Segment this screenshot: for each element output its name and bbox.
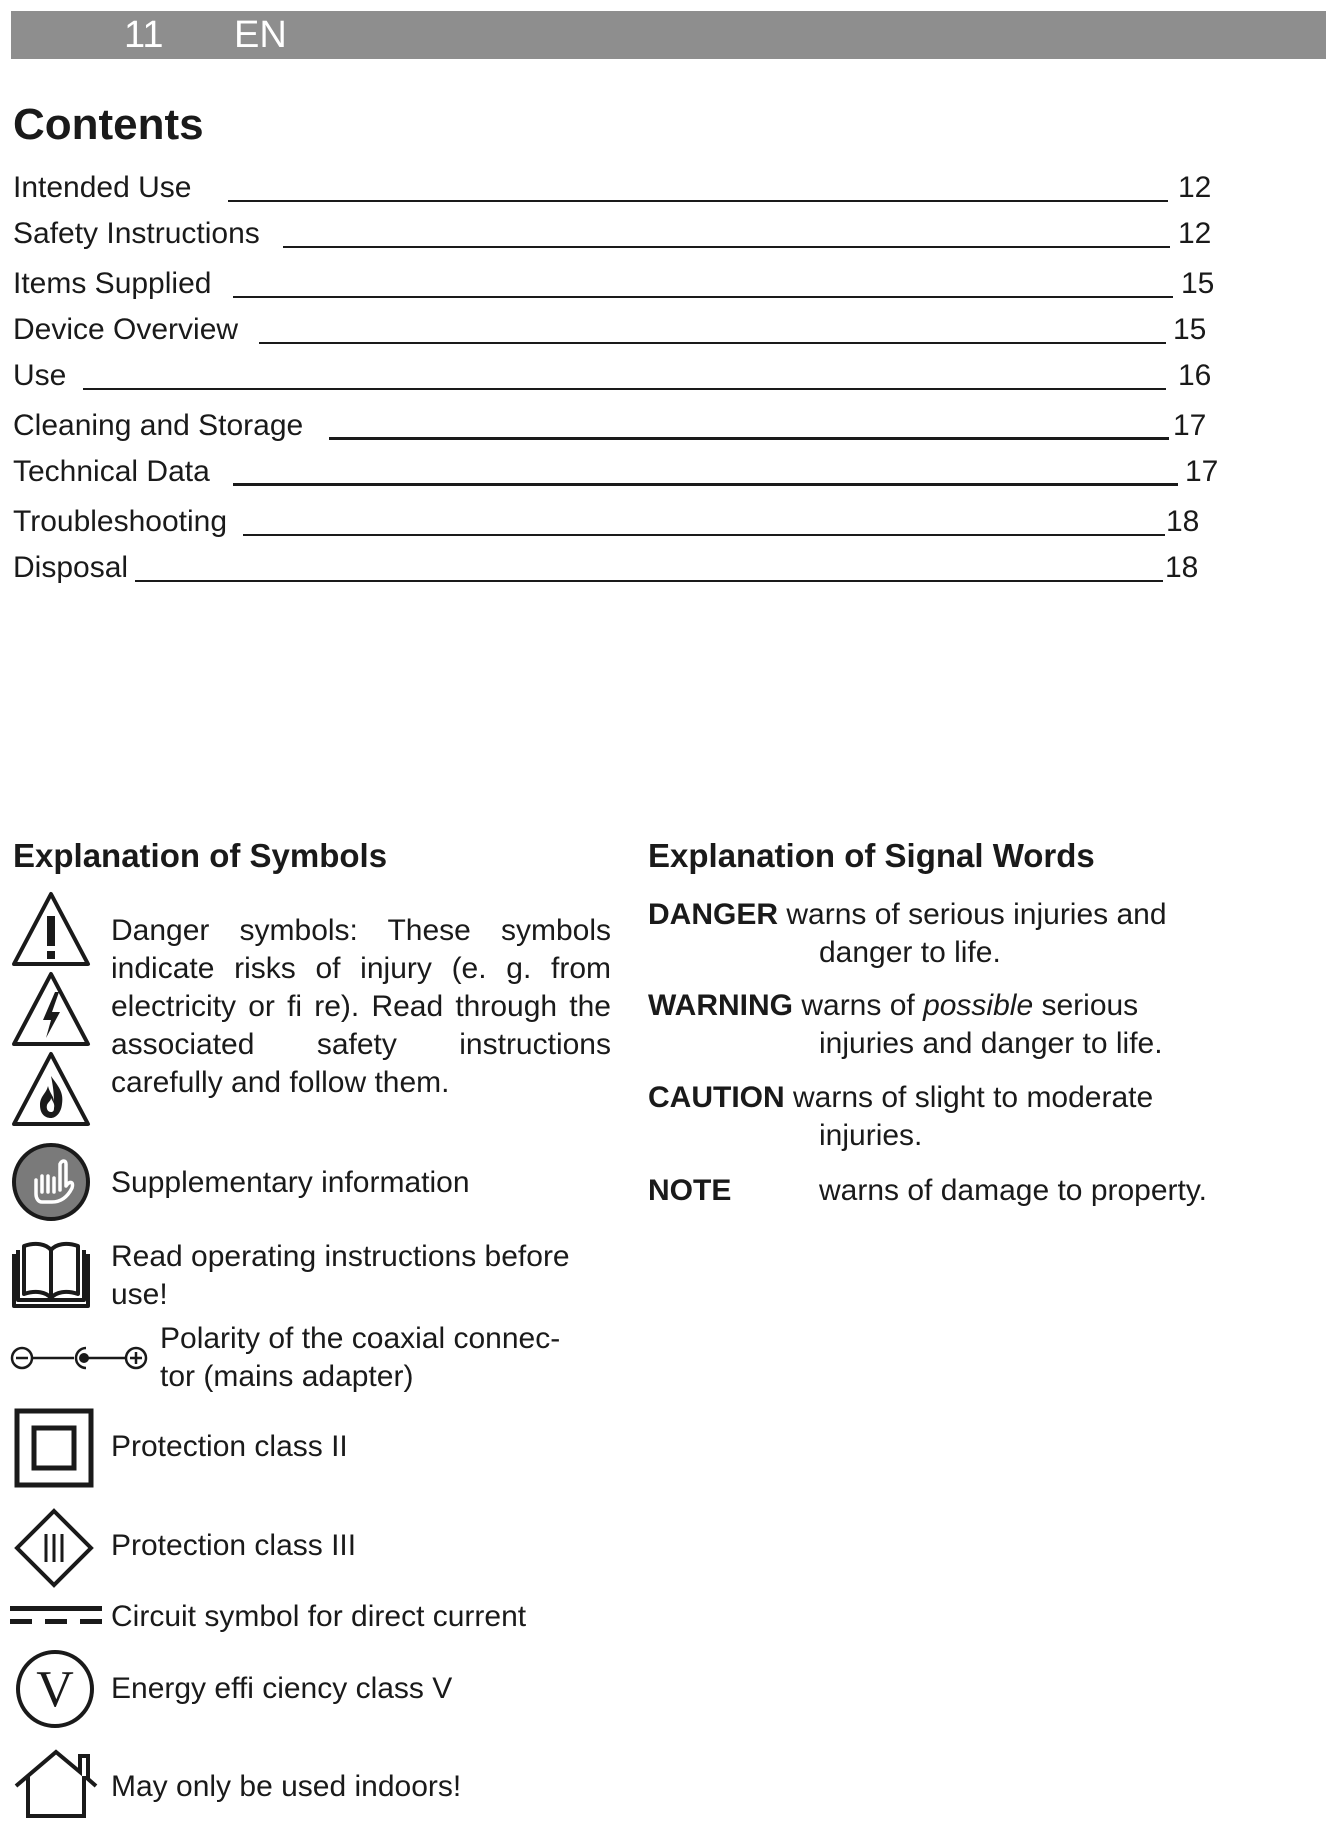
signal-words-title: Explanation of Signal Words — [648, 837, 1095, 874]
toc-entry-page: 17 — [1185, 455, 1219, 488]
toc-entry-label: Disposal — [13, 551, 129, 584]
toc-entry[interactable] — [13, 356, 1213, 396]
energy-class-letter: V — [36, 1661, 74, 1718]
toc-entry-page: 15 — [1173, 313, 1207, 346]
toc-leader-line — [228, 200, 1168, 202]
danger-warning-icons — [10, 890, 92, 1130]
symbol-description: Danger symbols: These symbols indicate risks of injury (e. g. from electricity or fi re). Read through the associated safety instructions carefully and follow them. — [111, 914, 611, 1099]
toc-leader-line — [259, 342, 1166, 344]
hand-pointing-icon — [10, 1142, 92, 1222]
symbol-description: May only be used indoors! — [111, 1770, 462, 1803]
toc-entry-page: 16 — [1178, 359, 1212, 392]
toc-entry-label: Safety Instructions — [13, 217, 260, 250]
toc-entry[interactable] — [13, 264, 1213, 304]
toc-entry-label: Device Overview — [13, 313, 239, 346]
toc-entry[interactable] — [13, 548, 1213, 588]
toc-entry[interactable] — [13, 310, 1213, 350]
page-number: 11 — [124, 14, 164, 56]
toc-entry[interactable] — [13, 168, 1213, 208]
signal-word-text: warns of — [801, 989, 924, 1022]
symbol-description: Read operating instructions before use! — [111, 1240, 570, 1311]
header-bar — [11, 11, 1326, 59]
signal-word-entry — [648, 1079, 1248, 1155]
toc-entry[interactable] — [13, 502, 1213, 542]
signal-word-text: serious — [1033, 989, 1139, 1022]
symbol-description: Polarity of the coaxial connec- tor (mains adapter) — [160, 1322, 561, 1393]
signal-word-text-cont: danger to life. — [819, 936, 1001, 969]
symbols-title: Explanation of Symbols — [13, 837, 388, 874]
toc-entry-label: Cleaning and Storage — [13, 409, 304, 442]
signal-word: NOTE — [648, 1174, 732, 1207]
signal-word: WARNING — [648, 989, 793, 1022]
toc-entry[interactable] — [13, 214, 1213, 254]
toc-entry-label: Technical Data — [13, 455, 210, 488]
language-code: EN — [234, 14, 287, 56]
toc-entry[interactable] — [13, 452, 1219, 492]
signal-word-entry — [648, 987, 1248, 1063]
protection-class-3-icon — [14, 1508, 94, 1588]
toc-entry-label: Troubleshooting — [13, 505, 228, 538]
symbol-description: Energy effi ciency class V — [111, 1672, 453, 1705]
toc-entry-label: Items Supplied — [13, 267, 212, 300]
toc-leader-line — [243, 534, 1165, 536]
signal-word-text-cont: injuries and danger to life. — [819, 1027, 1163, 1060]
signal-word-entry — [648, 896, 1248, 972]
protection-class-2-icon — [14, 1408, 94, 1488]
toc-entry-label: Intended Use — [13, 171, 192, 204]
toc-entry-page: 18 — [1166, 505, 1200, 538]
toc-entry-page: 12 — [1178, 171, 1212, 204]
toc-entry-page: 18 — [1165, 551, 1199, 584]
symbol-description: Circuit symbol for direct current — [111, 1600, 527, 1633]
toc-leader-line — [329, 437, 1169, 440]
contents-title: Contents — [13, 100, 204, 149]
symbol-description: Protection class III — [111, 1529, 357, 1562]
signal-word-entry — [648, 1172, 1248, 1212]
toc-leader-line — [83, 388, 1166, 390]
open-book-icon — [10, 1240, 92, 1310]
house-icon — [14, 1748, 98, 1818]
polarity-icon — [10, 1340, 150, 1376]
symbol-description: Protection class II — [111, 1430, 348, 1463]
toc-entry-label: Use — [13, 359, 67, 392]
signal-word: DANGER — [648, 898, 779, 931]
toc-leader-line — [283, 246, 1170, 248]
signal-word-text: warns of damage to property. — [819, 1174, 1207, 1207]
toc-leader-line — [233, 296, 1173, 298]
toc-entry[interactable] — [13, 406, 1213, 446]
toc-leader-line — [233, 483, 1178, 486]
signal-word: CAUTION — [648, 1081, 785, 1114]
signal-word-text-cont: injuries. — [819, 1119, 923, 1152]
toc-entry-page: 17 — [1173, 409, 1207, 442]
warning-triangles-icon — [10, 890, 92, 1130]
toc-entry-page: 12 — [1178, 217, 1212, 250]
toc-entry-page: 15 — [1181, 267, 1215, 300]
signal-word-text: warns of slight to moderate — [793, 1081, 1154, 1114]
energy-class-v-icon — [14, 1648, 96, 1730]
toc-leader-line — [135, 580, 1163, 582]
direct-current-icon — [10, 1604, 102, 1628]
symbol-description: Supplementary information — [111, 1166, 470, 1199]
signal-word-text: warns of serious injuries and — [786, 898, 1167, 931]
signal-word-emphasis: possible — [923, 989, 1034, 1022]
